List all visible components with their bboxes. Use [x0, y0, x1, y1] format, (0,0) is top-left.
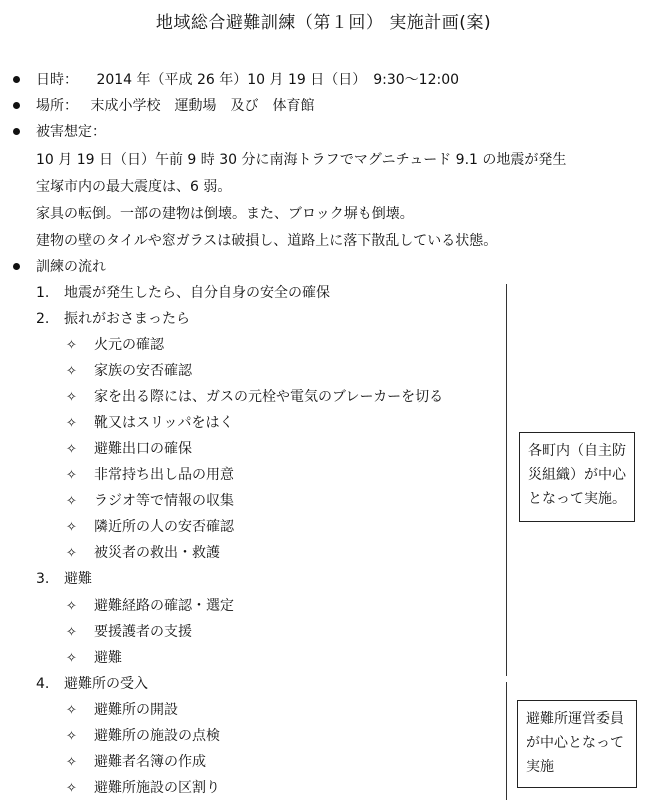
damage-line: 建物の壁のタイルや窓ガラスは破損し、道路上に落下散乱している状態。: [36, 233, 498, 249]
sub-item: [66, 648, 122, 669]
page-title: 地域総合避難訓練（第１回） 実施計画(案): [155, 13, 492, 33]
sub-item: [66, 465, 234, 486]
step-number: 4.: [36, 676, 50, 692]
sub-text: 避難出口の確保: [94, 441, 192, 457]
sub-text: 避難所の開設: [94, 702, 178, 718]
place-row: [36, 96, 314, 116]
diamond-icon: ✧: [66, 520, 77, 535]
sub-text: 火元の確認: [94, 337, 164, 353]
note-text: 避難所運営委員が中心となって実施: [526, 711, 624, 775]
bracket-line: [506, 284, 507, 676]
diamond-icon: ✧: [66, 364, 77, 379]
step-number: 2.: [36, 311, 50, 327]
sub-item: [66, 726, 220, 747]
diamond-icon: ✧: [66, 338, 77, 353]
note-box-shelter: [517, 700, 637, 788]
diamond-icon: ✧: [66, 625, 77, 640]
sub-text: 避難所の施設の点検: [94, 728, 220, 744]
diamond-icon: ✧: [66, 703, 77, 718]
diamond-icon: ✧: [66, 729, 77, 744]
sub-text: 避難経路の確認・選定: [94, 598, 234, 614]
place-label: 場所：: [36, 98, 78, 114]
sub-text: 隣近所の人の安否確認: [94, 519, 234, 535]
sub-item: [66, 596, 234, 617]
step-number: 1.: [36, 285, 50, 301]
step-item: [36, 283, 330, 303]
step-text: 振れがおさまったら: [64, 311, 190, 327]
step-text: 地震が発生したら、自分自身の安全の確保: [64, 285, 330, 301]
date-value: 2014 年（平成 26 年）10 月 19 日（日） 9:30～12:00: [96, 72, 460, 88]
note-box-neighborhood: [519, 432, 635, 522]
sub-item: [66, 361, 192, 382]
sub-text: ラジオ等で情報の収集: [94, 493, 234, 509]
note-text: 各町内（自主防災組織）が中心となって実施。: [528, 443, 626, 507]
sub-item: [66, 700, 178, 721]
damage-line: 家具の転倒。一部の建物は倒壊。また、ブロック塀も倒壊。: [36, 206, 414, 222]
flow-label: 訓練の流れ: [36, 259, 106, 275]
step-item: [36, 674, 148, 694]
date-row: [36, 70, 459, 90]
step-number: 3.: [36, 571, 50, 587]
diamond-icon: ✧: [66, 546, 77, 561]
sub-item: [66, 543, 220, 564]
diamond-icon: ✧: [66, 416, 77, 431]
bullet-icon: [13, 128, 20, 135]
sub-text: 被災者の救出・救護: [94, 545, 220, 561]
bullet-icon: [13, 263, 20, 270]
diamond-icon: ✧: [66, 494, 77, 509]
sub-item: [66, 517, 234, 538]
sub-text: 非常持ち出し品の用意: [94, 467, 234, 483]
diamond-icon: ✧: [66, 468, 77, 483]
sub-text: 家を出る際には、ガスの元栓や電気のブレーカーを切る: [94, 389, 444, 405]
sub-item: [66, 622, 192, 643]
step-item: [36, 569, 92, 589]
step-item: [36, 309, 190, 329]
sub-text: 家族の安否確認: [94, 363, 192, 379]
diamond-icon: ✧: [66, 599, 77, 614]
sub-text: 避難所施設の区割り: [94, 780, 220, 796]
date-label: 日時：: [36, 72, 78, 88]
sub-item: [66, 778, 220, 799]
damage-line: 10 月 19 日（日）午前 9 時 30 分に南海トラフでマグニチュード 9.1 の地震が発生: [36, 152, 567, 168]
damage-label: 被害想定：: [36, 124, 106, 140]
sub-text: 靴又はスリッパをはく: [94, 415, 234, 431]
step-text: 避難: [64, 571, 92, 587]
sub-item: [66, 387, 443, 408]
bullet-icon: [13, 102, 20, 109]
step-text: 避難所の受入: [64, 676, 148, 692]
diamond-icon: ✧: [66, 390, 77, 405]
diamond-icon: ✧: [66, 442, 77, 457]
sub-item: [66, 439, 192, 460]
damage-line: 宝塚市内の最大震度は、6 弱。: [36, 179, 232, 195]
bullet-icon: [13, 76, 20, 83]
diamond-icon: ✧: [66, 755, 77, 770]
diamond-icon: ✧: [66, 651, 77, 666]
diamond-icon: ✧: [66, 781, 77, 796]
sub-item: [66, 413, 233, 434]
sub-item: [66, 491, 234, 512]
sub-text: 避難: [94, 650, 122, 666]
sub-item: [66, 335, 164, 356]
bracket-line: [506, 682, 507, 800]
sub-text: 避難者名簿の作成: [94, 754, 206, 770]
sub-text: 要援護者の支援: [94, 624, 192, 640]
sub-item: [66, 752, 206, 773]
place-value: 末成小学校 運動場 及び 体育館: [90, 98, 315, 114]
